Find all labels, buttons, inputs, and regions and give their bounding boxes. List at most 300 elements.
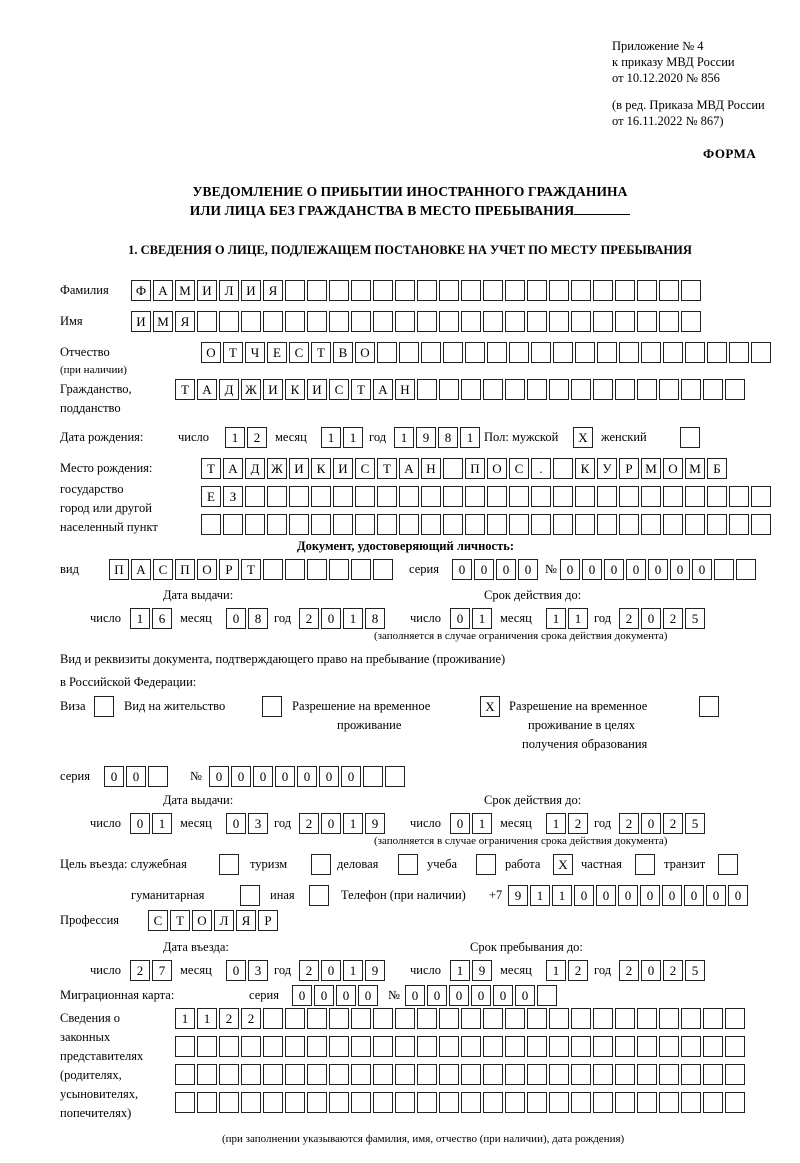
patronymic-cell[interactable] [487,342,507,363]
legal-rep-row2-cell[interactable] [241,1036,261,1057]
legal-rep-row3-cell[interactable] [593,1064,613,1085]
legal-rep-row4-cell[interactable] [725,1092,745,1113]
citizenship-cell[interactable]: Н [395,379,415,400]
citizenship-cell[interactable]: Т [175,379,195,400]
citizenship-cell[interactable] [637,379,657,400]
phone-cell[interactable]: 0 [684,885,704,906]
patronymic-cell[interactable] [421,342,441,363]
doc-kind-cell[interactable]: П [109,559,129,580]
legal-rep-row4-cell[interactable] [219,1092,239,1113]
legal-rep-row3-cell[interactable] [395,1064,415,1085]
patronymic-cell[interactable] [619,342,639,363]
birthplace-row3-cell[interactable] [509,514,529,535]
doc-kind-cell[interactable]: А [131,559,151,580]
birthplace-row2-cell[interactable] [597,486,617,507]
stay-year-cell[interactable]: 0 [641,960,661,981]
surname-cell[interactable] [527,280,547,301]
phone-cell[interactable]: 0 [596,885,616,906]
legal-rep-row4-cell[interactable] [329,1092,349,1113]
doc-kind-cell[interactable]: П [175,559,195,580]
citizenship-cell[interactable] [571,379,591,400]
doc-kind-cell[interactable] [329,559,349,580]
permit-issue-year-cell[interactable]: 0 [321,813,341,834]
name-cell[interactable] [593,311,613,332]
name-cell[interactable] [659,311,679,332]
legal-rep-row3-cell[interactable] [175,1064,195,1085]
birthplace-row1-cell[interactable]: . [531,458,551,479]
doc-valid-day-cell[interactable]: 1 [472,608,492,629]
doc-series-cell[interactable]: 0 [496,559,516,580]
permit-series-cell[interactable]: 0 [126,766,146,787]
birthplace-row2-cell[interactable] [311,486,331,507]
doc-number-cell[interactable]: 0 [670,559,690,580]
citizenship-cell[interactable]: И [307,379,327,400]
patronymic-cell[interactable]: Т [223,342,243,363]
visa-checkbox[interactable] [94,696,114,717]
legal-rep-row1-cell[interactable] [549,1008,569,1029]
legal-rep-row1-cell[interactable] [681,1008,701,1029]
legal-rep-row2-cell[interactable] [417,1036,437,1057]
birthplace-row3-cell[interactable] [289,514,309,535]
birthplace-row2-cell[interactable]: Е [201,486,221,507]
doc-number-cell[interactable]: 0 [648,559,668,580]
legal-rep-row2-cell[interactable] [659,1036,679,1057]
surname-cell[interactable] [505,280,525,301]
birth-year-cell[interactable]: 1 [394,427,414,448]
surname-cell[interactable]: Ф [131,280,151,301]
name-cell[interactable] [351,311,371,332]
phone-cell[interactable]: 1 [552,885,572,906]
birthplace-row1-cell[interactable]: Д [245,458,265,479]
patronymic-cell[interactable] [663,342,683,363]
birthplace-row1-cell[interactable]: Р [619,458,639,479]
doc-number-cell[interactable]: 0 [604,559,624,580]
doc-issue-year-cell[interactable]: 8 [365,608,385,629]
citizenship-cell[interactable] [703,379,723,400]
legal-rep-row3-cell[interactable] [417,1064,437,1085]
stay-year-cell[interactable]: 2 [619,960,639,981]
name-cell[interactable] [637,311,657,332]
purpose-private-checkbox[interactable] [635,854,655,875]
birthplace-row3-cell[interactable] [267,514,287,535]
stay-month-cell[interactable]: 1 [546,960,566,981]
purpose-tourism-checkbox[interactable] [311,854,331,875]
legal-rep-row3-cell[interactable] [351,1064,371,1085]
name-cell[interactable]: Я [175,311,195,332]
doc-number-cell[interactable]: 0 [560,559,580,580]
migration-series-cell[interactable]: 0 [314,985,334,1006]
legal-rep-row2-cell[interactable] [329,1036,349,1057]
permit-issue-month-cell[interactable]: 0 [226,813,246,834]
birthplace-row2-cell[interactable] [553,486,573,507]
migration-series-cell[interactable]: 0 [358,985,378,1006]
birthplace-row1-cell[interactable]: О [487,458,507,479]
birthplace-row1-cell[interactable]: А [399,458,419,479]
legal-rep-row2-cell[interactable] [461,1036,481,1057]
doc-number-cell[interactable] [736,559,756,580]
legal-rep-row1-cell[interactable] [285,1008,305,1029]
doc-number-cell[interactable]: 0 [692,559,712,580]
surname-cell[interactable] [637,280,657,301]
legal-rep-row4-cell[interactable] [263,1092,283,1113]
surname-cell[interactable] [681,280,701,301]
legal-rep-row4-cell[interactable] [241,1092,261,1113]
birthplace-row2-cell[interactable] [245,486,265,507]
citizenship-cell[interactable]: Д [219,379,239,400]
legal-rep-row4-cell[interactable] [395,1092,415,1113]
birthplace-row1-cell[interactable]: Н [421,458,441,479]
birth-year-cell[interactable]: 1 [460,427,480,448]
migration-number-cell[interactable]: 0 [427,985,447,1006]
citizenship-cell[interactable]: К [285,379,305,400]
name-cell[interactable] [263,311,283,332]
profession-cell[interactable]: Л [214,910,234,931]
profession-cell[interactable]: С [148,910,168,931]
legal-rep-row2-cell[interactable] [263,1036,283,1057]
surname-cell[interactable] [571,280,591,301]
legal-rep-row3-cell[interactable] [263,1064,283,1085]
doc-kind-cell[interactable] [373,559,393,580]
birthplace-row2-cell[interactable] [465,486,485,507]
birthplace-row2-cell[interactable] [685,486,705,507]
phone-cell[interactable]: 1 [530,885,550,906]
doc-kind-cell[interactable] [307,559,327,580]
permit-number-cell[interactable] [363,766,383,787]
surname-cell[interactable]: М [175,280,195,301]
birth-month-cell[interactable]: 1 [321,427,341,448]
legal-rep-row2-cell[interactable] [571,1036,591,1057]
citizenship-cell[interactable] [549,379,569,400]
birthplace-row1-cell[interactable]: А [223,458,243,479]
phone-cell[interactable]: 0 [706,885,726,906]
legal-rep-row1-cell[interactable] [373,1008,393,1029]
entry-day-cell[interactable]: 2 [130,960,150,981]
birthplace-row2-cell[interactable] [267,486,287,507]
legal-rep-row3-cell[interactable] [549,1064,569,1085]
doc-number-cell[interactable] [714,559,734,580]
name-cell[interactable]: М [153,311,173,332]
sex-male-checkbox[interactable]: X [573,427,593,448]
legal-rep-row3-cell[interactable] [329,1064,349,1085]
legal-rep-row3-cell[interactable] [725,1064,745,1085]
birthplace-row2-cell[interactable]: З [223,486,243,507]
permit-valid-month-cell[interactable]: 2 [568,813,588,834]
patronymic-cell[interactable]: О [355,342,375,363]
permit-valid-year-cell[interactable]: 2 [619,813,639,834]
profession-cell[interactable]: Т [170,910,190,931]
legal-rep-row2-cell[interactable] [637,1036,657,1057]
surname-cell[interactable] [439,280,459,301]
legal-rep-row4-cell[interactable] [549,1092,569,1113]
birthplace-row3-cell[interactable] [487,514,507,535]
birthplace-row3-cell[interactable] [399,514,419,535]
doc-issue-year-cell[interactable]: 0 [321,608,341,629]
patronymic-cell[interactable]: В [333,342,353,363]
doc-issue-month-cell[interactable]: 8 [248,608,268,629]
legal-rep-row4-cell[interactable] [659,1092,679,1113]
birthplace-row3-cell[interactable] [333,514,353,535]
name-cell[interactable] [197,311,217,332]
doc-number-cell[interactable]: 0 [582,559,602,580]
doc-number-cell[interactable]: 0 [626,559,646,580]
stay-year-cell[interactable]: 2 [663,960,683,981]
legal-rep-row4-cell[interactable] [461,1092,481,1113]
entry-year-cell[interactable]: 0 [321,960,341,981]
birthplace-row1-cell[interactable]: Ж [267,458,287,479]
sex-female-checkbox[interactable] [680,427,700,448]
birthplace-row1-cell[interactable]: К [575,458,595,479]
birthplace-row2-cell[interactable] [663,486,683,507]
stay-day-cell[interactable]: 1 [450,960,470,981]
citizenship-cell[interactable] [461,379,481,400]
patronymic-cell[interactable] [377,342,397,363]
permit-valid-day-cell[interactable]: 0 [450,813,470,834]
permit-issue-year-cell[interactable]: 9 [365,813,385,834]
legal-rep-row2-cell[interactable] [439,1036,459,1057]
permit-valid-year-cell[interactable]: 2 [663,813,683,834]
legal-rep-row1-cell[interactable]: 2 [241,1008,261,1029]
patronymic-cell[interactable] [443,342,463,363]
doc-issue-year-cell[interactable]: 1 [343,608,363,629]
migration-number-cell[interactable]: 0 [493,985,513,1006]
citizenship-cell[interactable]: А [197,379,217,400]
doc-kind-cell[interactable] [285,559,305,580]
patronymic-cell[interactable]: О [201,342,221,363]
legal-rep-row1-cell[interactable] [263,1008,283,1029]
purpose-other-checkbox[interactable] [309,885,329,906]
patronymic-cell[interactable] [685,342,705,363]
phone-cell[interactable]: 0 [618,885,638,906]
birthplace-row3-cell[interactable] [531,514,551,535]
legal-rep-row3-cell[interactable] [285,1064,305,1085]
citizenship-cell[interactable] [681,379,701,400]
legal-rep-row3-cell[interactable] [571,1064,591,1085]
birthplace-row3-cell[interactable] [729,514,749,535]
doc-kind-cell[interactable]: С [153,559,173,580]
legal-rep-row3-cell[interactable] [197,1064,217,1085]
birth-day-cell[interactable]: 1 [225,427,245,448]
legal-rep-row1-cell[interactable] [351,1008,371,1029]
birthplace-row2-cell[interactable] [729,486,749,507]
legal-rep-row3-cell[interactable] [527,1064,547,1085]
surname-cell[interactable] [549,280,569,301]
birthplace-row3-cell[interactable] [465,514,485,535]
birthplace-row3-cell[interactable] [685,514,705,535]
doc-valid-year-cell[interactable]: 2 [663,608,683,629]
legal-rep-row3-cell[interactable] [615,1064,635,1085]
permit-issue-day-cell[interactable]: 1 [152,813,172,834]
citizenship-cell[interactable] [659,379,679,400]
permit-number-cell[interactable]: 0 [297,766,317,787]
legal-rep-row2-cell[interactable] [681,1036,701,1057]
birth-month-cell[interactable]: 1 [343,427,363,448]
name-cell[interactable] [461,311,481,332]
legal-rep-row4-cell[interactable] [505,1092,525,1113]
citizenship-cell[interactable] [593,379,613,400]
birthplace-row1-cell[interactable]: О [663,458,683,479]
surname-cell[interactable]: Я [263,280,283,301]
patronymic-cell[interactable] [399,342,419,363]
patronymic-cell[interactable] [597,342,617,363]
birthplace-row2-cell[interactable] [443,486,463,507]
purpose-service-checkbox[interactable] [219,854,239,875]
patronymic-cell[interactable] [575,342,595,363]
legal-rep-row1-cell[interactable] [659,1008,679,1029]
citizenship-cell[interactable] [505,379,525,400]
birthplace-row3-cell[interactable] [663,514,683,535]
doc-kind-cell[interactable]: Т [241,559,261,580]
phone-cell[interactable]: 0 [728,885,748,906]
legal-rep-row1-cell[interactable] [703,1008,723,1029]
legal-rep-row2-cell[interactable] [549,1036,569,1057]
legal-rep-row1-cell[interactable] [417,1008,437,1029]
surname-cell[interactable] [307,280,327,301]
birthplace-row2-cell[interactable] [377,486,397,507]
birthplace-row1-cell[interactable]: С [355,458,375,479]
doc-valid-day-cell[interactable]: 0 [450,608,470,629]
birthplace-row3-cell[interactable] [245,514,265,535]
legal-rep-row4-cell[interactable] [527,1092,547,1113]
legal-rep-row1-cell[interactable] [571,1008,591,1029]
surname-cell[interactable]: А [153,280,173,301]
doc-issue-month-cell[interactable]: 0 [226,608,246,629]
legal-rep-row2-cell[interactable] [593,1036,613,1057]
entry-year-cell[interactable]: 9 [365,960,385,981]
name-cell[interactable]: И [131,311,151,332]
patronymic-cell[interactable] [553,342,573,363]
phone-cell[interactable]: 9 [508,885,528,906]
entry-month-cell[interactable]: 0 [226,960,246,981]
citizenship-cell[interactable] [725,379,745,400]
permit-number-cell[interactable] [385,766,405,787]
permit-number-cell[interactable]: 0 [209,766,229,787]
doc-valid-month-cell[interactable]: 1 [546,608,566,629]
profession-cell[interactable]: Я [236,910,256,931]
purpose-humanitarian-checkbox[interactable] [240,885,260,906]
patronymic-cell[interactable] [531,342,551,363]
permit-series-cell[interactable]: 0 [104,766,124,787]
permit-issue-day-cell[interactable]: 0 [130,813,150,834]
birthplace-row3-cell[interactable] [575,514,595,535]
permit-valid-year-cell[interactable]: 0 [641,813,661,834]
legal-rep-row1-cell[interactable] [329,1008,349,1029]
patronymic-cell[interactable] [509,342,529,363]
permit-valid-year-cell[interactable]: 5 [685,813,705,834]
citizenship-cell[interactable]: С [329,379,349,400]
purpose-work-checkbox[interactable]: X [553,854,573,875]
birthplace-row1-cell[interactable]: К [311,458,331,479]
birthplace-row3-cell[interactable] [597,514,617,535]
surname-cell[interactable]: Л [219,280,239,301]
legal-rep-row4-cell[interactable] [703,1092,723,1113]
legal-rep-row1-cell[interactable] [395,1008,415,1029]
birth-year-cell[interactable]: 9 [416,427,436,448]
entry-year-cell[interactable]: 2 [299,960,319,981]
birthplace-row1-cell[interactable]: Б [707,458,727,479]
legal-rep-row4-cell[interactable] [175,1092,195,1113]
birthplace-row1-cell[interactable]: И [289,458,309,479]
birthplace-row1-cell[interactable] [553,458,573,479]
citizenship-cell[interactable]: И [263,379,283,400]
migration-number-cell[interactable] [537,985,557,1006]
birthplace-row2-cell[interactable] [619,486,639,507]
doc-issue-year-cell[interactable]: 2 [299,608,319,629]
legal-rep-row1-cell[interactable] [439,1008,459,1029]
permit-issue-year-cell[interactable]: 2 [299,813,319,834]
name-cell[interactable] [549,311,569,332]
legal-rep-row2-cell[interactable] [505,1036,525,1057]
birthplace-row2-cell[interactable] [487,486,507,507]
migration-series-cell[interactable]: 0 [292,985,312,1006]
birthplace-row1-cell[interactable]: У [597,458,617,479]
purpose-study-checkbox[interactable] [476,854,496,875]
legal-rep-row4-cell[interactable] [285,1092,305,1113]
stay-day-cell[interactable]: 9 [472,960,492,981]
citizenship-cell[interactable]: А [373,379,393,400]
entry-day-cell[interactable]: 7 [152,960,172,981]
doc-series-cell[interactable]: 0 [518,559,538,580]
name-cell[interactable] [307,311,327,332]
permit-valid-month-cell[interactable]: 1 [546,813,566,834]
legal-rep-row2-cell[interactable] [395,1036,415,1057]
birthplace-row1-cell[interactable]: М [685,458,705,479]
entry-month-cell[interactable]: 3 [248,960,268,981]
birthplace-row2-cell[interactable] [399,486,419,507]
legal-rep-row1-cell[interactable]: 1 [175,1008,195,1029]
birthplace-row3-cell[interactable] [201,514,221,535]
birthplace-row2-cell[interactable] [333,486,353,507]
name-cell[interactable] [571,311,591,332]
legal-rep-row2-cell[interactable] [527,1036,547,1057]
citizenship-cell[interactable]: Т [351,379,371,400]
legal-rep-row1-cell[interactable] [615,1008,635,1029]
name-cell[interactable] [505,311,525,332]
legal-rep-row3-cell[interactable] [505,1064,525,1085]
migration-number-cell[interactable]: 0 [449,985,469,1006]
migration-number-cell[interactable]: 0 [471,985,491,1006]
birthplace-row2-cell[interactable] [289,486,309,507]
doc-valid-year-cell[interactable]: 2 [619,608,639,629]
surname-cell[interactable] [285,280,305,301]
legal-rep-row2-cell[interactable] [483,1036,503,1057]
doc-valid-year-cell[interactable]: 0 [641,608,661,629]
stay-year-cell[interactable]: 5 [685,960,705,981]
name-cell[interactable] [681,311,701,332]
profession-cell[interactable]: О [192,910,212,931]
name-cell[interactable] [329,311,349,332]
legal-rep-row4-cell[interactable] [593,1092,613,1113]
patronymic-cell[interactable] [729,342,749,363]
name-cell[interactable] [219,311,239,332]
name-cell[interactable] [483,311,503,332]
birthplace-row1-cell[interactable]: Т [377,458,397,479]
birthplace-row1-cell[interactable]: И [333,458,353,479]
birthplace-row3-cell[interactable] [619,514,639,535]
name-cell[interactable] [241,311,261,332]
surname-cell[interactable] [351,280,371,301]
legal-rep-row2-cell[interactable] [703,1036,723,1057]
legal-rep-row4-cell[interactable] [483,1092,503,1113]
permit-number-cell[interactable]: 0 [231,766,251,787]
surname-cell[interactable] [373,280,393,301]
legal-rep-row2-cell[interactable] [615,1036,635,1057]
name-cell[interactable] [285,311,305,332]
legal-rep-row3-cell[interactable] [483,1064,503,1085]
birthplace-row3-cell[interactable] [311,514,331,535]
patronymic-cell[interactable]: Е [267,342,287,363]
temp-residence-checkbox[interactable]: X [480,696,500,717]
legal-rep-row2-cell[interactable] [307,1036,327,1057]
